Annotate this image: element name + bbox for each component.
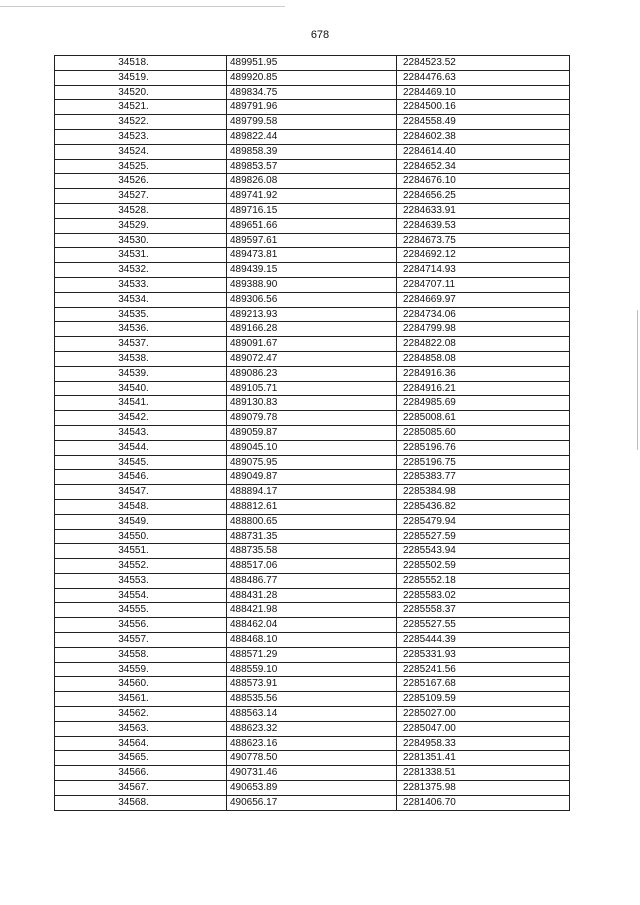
table-row bbox=[55, 277, 570, 292]
x-coordinate-cell: 489439.15 bbox=[227, 263, 397, 278]
point-number-cell: 34545. bbox=[55, 455, 227, 470]
point-number-cell: 34553. bbox=[55, 573, 227, 588]
table-row bbox=[55, 736, 570, 751]
point-number-cell: 34537. bbox=[55, 337, 227, 352]
table-row bbox=[55, 56, 570, 71]
x-coordinate-cell: 488812.61 bbox=[227, 499, 397, 514]
point-number-cell: 34525. bbox=[55, 159, 227, 174]
x-coordinate-cell: 489306.56 bbox=[227, 292, 397, 307]
table-row bbox=[55, 425, 570, 440]
point-number-cell: 34527. bbox=[55, 189, 227, 204]
y-coordinate-cell: 2284669.97 bbox=[397, 292, 570, 307]
x-coordinate-cell: 489072.47 bbox=[227, 351, 397, 366]
point-number-cell: 34521. bbox=[55, 100, 227, 115]
point-number-cell: 34561. bbox=[55, 692, 227, 707]
y-coordinate-cell: 2284558.49 bbox=[397, 115, 570, 130]
y-coordinate-cell: 2285085.60 bbox=[397, 425, 570, 440]
x-coordinate-cell: 488486.77 bbox=[227, 573, 397, 588]
y-coordinate-cell: 2284714.93 bbox=[397, 263, 570, 278]
y-coordinate-cell: 2285167.68 bbox=[397, 677, 570, 692]
x-coordinate-cell: 489858.39 bbox=[227, 144, 397, 159]
table-row bbox=[55, 647, 570, 662]
point-number-cell: 34528. bbox=[55, 203, 227, 218]
point-number-cell: 34566. bbox=[55, 766, 227, 781]
point-number-cell: 34534. bbox=[55, 292, 227, 307]
y-coordinate-cell: 2284676.10 bbox=[397, 174, 570, 189]
y-coordinate-cell: 2285436.82 bbox=[397, 499, 570, 514]
y-coordinate-cell: 2285527.59 bbox=[397, 529, 570, 544]
x-coordinate-cell: 488573.91 bbox=[227, 677, 397, 692]
table-row bbox=[55, 292, 570, 307]
point-number-cell: 34529. bbox=[55, 218, 227, 233]
point-number-cell: 34568. bbox=[55, 795, 227, 810]
y-coordinate-cell: 2285552.18 bbox=[397, 573, 570, 588]
table-row bbox=[55, 514, 570, 529]
table-row bbox=[55, 529, 570, 544]
x-coordinate-cell: 490731.46 bbox=[227, 766, 397, 781]
page-number: 678 bbox=[310, 29, 330, 41]
point-number-cell: 34556. bbox=[55, 618, 227, 633]
y-coordinate-cell: 2284822.08 bbox=[397, 337, 570, 352]
x-coordinate-cell: 488431.28 bbox=[227, 588, 397, 603]
x-coordinate-cell: 488623.16 bbox=[227, 736, 397, 751]
point-number-cell: 34538. bbox=[55, 351, 227, 366]
point-number-cell: 34523. bbox=[55, 129, 227, 144]
x-coordinate-cell: 489822.44 bbox=[227, 129, 397, 144]
y-coordinate-cell: 2285527.55 bbox=[397, 618, 570, 633]
x-coordinate-cell: 488462.04 bbox=[227, 618, 397, 633]
table-row bbox=[55, 307, 570, 322]
table-row bbox=[55, 218, 570, 233]
x-coordinate-cell: 489741.92 bbox=[227, 189, 397, 204]
y-coordinate-cell: 2285331.93 bbox=[397, 647, 570, 662]
y-coordinate-cell: 2284734.06 bbox=[397, 307, 570, 322]
table-row bbox=[55, 411, 570, 426]
y-coordinate-cell: 2284500.16 bbox=[397, 100, 570, 115]
coordinate-table bbox=[54, 55, 570, 811]
x-coordinate-cell: 489651.66 bbox=[227, 218, 397, 233]
table-row bbox=[55, 70, 570, 85]
y-coordinate-cell: 2285109.59 bbox=[397, 692, 570, 707]
x-coordinate-cell: 490778.50 bbox=[227, 751, 397, 766]
point-number-cell: 34555. bbox=[55, 603, 227, 618]
y-coordinate-cell: 2285502.59 bbox=[397, 559, 570, 574]
y-coordinate-cell: 2285583.02 bbox=[397, 588, 570, 603]
table-row bbox=[55, 440, 570, 455]
y-coordinate-cell: 2281406.70 bbox=[397, 795, 570, 810]
point-number-cell: 34531. bbox=[55, 248, 227, 263]
table-row bbox=[55, 470, 570, 485]
y-coordinate-cell: 2285543.94 bbox=[397, 544, 570, 559]
point-number-cell: 34544. bbox=[55, 440, 227, 455]
coordinate-table-body bbox=[55, 56, 570, 811]
x-coordinate-cell: 490653.89 bbox=[227, 781, 397, 796]
y-coordinate-cell: 2284985.69 bbox=[397, 396, 570, 411]
x-coordinate-cell: 489791.96 bbox=[227, 100, 397, 115]
y-coordinate-cell: 2284639.53 bbox=[397, 218, 570, 233]
table-row bbox=[55, 485, 570, 500]
y-coordinate-cell: 2285047.00 bbox=[397, 721, 570, 736]
point-number-cell: 34557. bbox=[55, 633, 227, 648]
x-coordinate-cell: 488559.10 bbox=[227, 662, 397, 677]
point-number-cell: 34541. bbox=[55, 396, 227, 411]
x-coordinate-cell: 489920.85 bbox=[227, 70, 397, 85]
point-number-cell: 34540. bbox=[55, 381, 227, 396]
x-coordinate-cell: 489473.81 bbox=[227, 248, 397, 263]
point-number-cell: 34558. bbox=[55, 647, 227, 662]
x-coordinate-cell: 489079.78 bbox=[227, 411, 397, 426]
table-row bbox=[55, 115, 570, 130]
x-coordinate-cell: 489716.15 bbox=[227, 203, 397, 218]
x-coordinate-cell: 488571.29 bbox=[227, 647, 397, 662]
point-number-cell: 34565. bbox=[55, 751, 227, 766]
y-coordinate-cell: 2284673.75 bbox=[397, 233, 570, 248]
table-row bbox=[55, 144, 570, 159]
x-coordinate-cell: 489130.83 bbox=[227, 396, 397, 411]
point-number-cell: 34549. bbox=[55, 514, 227, 529]
x-coordinate-cell: 488517.06 bbox=[227, 559, 397, 574]
table-row bbox=[55, 189, 570, 204]
table-row bbox=[55, 351, 570, 366]
table-row bbox=[55, 795, 570, 810]
table-row bbox=[55, 721, 570, 736]
y-coordinate-cell: 2284652.34 bbox=[397, 159, 570, 174]
point-number-cell: 34547. bbox=[55, 485, 227, 500]
table-row bbox=[55, 677, 570, 692]
x-coordinate-cell: 488735.58 bbox=[227, 544, 397, 559]
y-coordinate-cell: 2285384.98 bbox=[397, 485, 570, 500]
x-coordinate-cell: 490656.17 bbox=[227, 795, 397, 810]
x-coordinate-cell: 489059.87 bbox=[227, 425, 397, 440]
point-number-cell: 34536. bbox=[55, 322, 227, 337]
point-number-cell: 34520. bbox=[55, 85, 227, 100]
table-row bbox=[55, 85, 570, 100]
x-coordinate-cell: 488421.98 bbox=[227, 603, 397, 618]
point-number-cell: 34535. bbox=[55, 307, 227, 322]
point-number-cell: 34519. bbox=[55, 70, 227, 85]
table-row bbox=[55, 618, 570, 633]
table-row bbox=[55, 633, 570, 648]
x-coordinate-cell: 488563.14 bbox=[227, 707, 397, 722]
x-coordinate-cell: 488731.35 bbox=[227, 529, 397, 544]
x-coordinate-cell: 489166.28 bbox=[227, 322, 397, 337]
point-number-cell: 34550. bbox=[55, 529, 227, 544]
table-row bbox=[55, 588, 570, 603]
x-coordinate-cell: 489799.58 bbox=[227, 115, 397, 130]
y-coordinate-cell: 2285383.77 bbox=[397, 470, 570, 485]
point-number-cell: 34518. bbox=[55, 56, 227, 71]
table-row bbox=[55, 381, 570, 396]
y-coordinate-cell: 2285241.56 bbox=[397, 662, 570, 677]
y-coordinate-cell: 2284799.98 bbox=[397, 322, 570, 337]
point-number-cell: 34562. bbox=[55, 707, 227, 722]
x-coordinate-cell: 488535.56 bbox=[227, 692, 397, 707]
coordinate-table-container bbox=[54, 55, 569, 811]
table-row bbox=[55, 544, 570, 559]
table-row bbox=[55, 248, 570, 263]
point-number-cell: 34524. bbox=[55, 144, 227, 159]
table-row bbox=[55, 322, 570, 337]
table-row bbox=[55, 603, 570, 618]
x-coordinate-cell: 488468.10 bbox=[227, 633, 397, 648]
y-coordinate-cell: 2284633.91 bbox=[397, 203, 570, 218]
scan-edge-line bbox=[0, 6, 285, 7]
table-row bbox=[55, 751, 570, 766]
y-coordinate-cell: 2284916.21 bbox=[397, 381, 570, 396]
point-number-cell: 34526. bbox=[55, 174, 227, 189]
y-coordinate-cell: 2284614.40 bbox=[397, 144, 570, 159]
table-row bbox=[55, 499, 570, 514]
point-number-cell: 34567. bbox=[55, 781, 227, 796]
table-row bbox=[55, 174, 570, 189]
point-number-cell: 34551. bbox=[55, 544, 227, 559]
x-coordinate-cell: 489853.57 bbox=[227, 159, 397, 174]
point-number-cell: 34546. bbox=[55, 470, 227, 485]
table-row bbox=[55, 100, 570, 115]
y-coordinate-cell: 2284692.12 bbox=[397, 248, 570, 263]
y-coordinate-cell: 2284656.25 bbox=[397, 189, 570, 204]
point-number-cell: 34543. bbox=[55, 425, 227, 440]
y-coordinate-cell: 2285558.37 bbox=[397, 603, 570, 618]
x-coordinate-cell: 489086.23 bbox=[227, 366, 397, 381]
scan-margin-mark bbox=[637, 310, 638, 450]
y-coordinate-cell: 2284858.08 bbox=[397, 351, 570, 366]
x-coordinate-cell: 489834.75 bbox=[227, 85, 397, 100]
table-row bbox=[55, 781, 570, 796]
y-coordinate-cell: 2281351.41 bbox=[397, 751, 570, 766]
point-number-cell: 34552. bbox=[55, 559, 227, 574]
table-row bbox=[55, 233, 570, 248]
y-coordinate-cell: 2284469.10 bbox=[397, 85, 570, 100]
table-row bbox=[55, 692, 570, 707]
point-number-cell: 34554. bbox=[55, 588, 227, 603]
point-number-cell: 34532. bbox=[55, 263, 227, 278]
y-coordinate-cell: 2284916.36 bbox=[397, 366, 570, 381]
x-coordinate-cell: 489091.67 bbox=[227, 337, 397, 352]
point-number-cell: 34560. bbox=[55, 677, 227, 692]
y-coordinate-cell: 2281375.98 bbox=[397, 781, 570, 796]
point-number-cell: 34564. bbox=[55, 736, 227, 751]
table-row bbox=[55, 766, 570, 781]
x-coordinate-cell: 488623.32 bbox=[227, 721, 397, 736]
table-row bbox=[55, 159, 570, 174]
y-coordinate-cell: 2284523.52 bbox=[397, 56, 570, 71]
y-coordinate-cell: 2284958.33 bbox=[397, 736, 570, 751]
y-coordinate-cell: 2285027.00 bbox=[397, 707, 570, 722]
table-row bbox=[55, 203, 570, 218]
x-coordinate-cell: 489049.87 bbox=[227, 470, 397, 485]
y-coordinate-cell: 2284602.38 bbox=[397, 129, 570, 144]
y-coordinate-cell: 2281338.51 bbox=[397, 766, 570, 781]
x-coordinate-cell: 489388.90 bbox=[227, 277, 397, 292]
table-row bbox=[55, 707, 570, 722]
x-coordinate-cell: 489826.08 bbox=[227, 174, 397, 189]
point-number-cell: 34533. bbox=[55, 277, 227, 292]
table-row bbox=[55, 455, 570, 470]
y-coordinate-cell: 2285479.94 bbox=[397, 514, 570, 529]
point-number-cell: 34563. bbox=[55, 721, 227, 736]
point-number-cell: 34548. bbox=[55, 499, 227, 514]
x-coordinate-cell: 489951.95 bbox=[227, 56, 397, 71]
x-coordinate-cell: 489105.71 bbox=[227, 381, 397, 396]
x-coordinate-cell: 488800.65 bbox=[227, 514, 397, 529]
x-coordinate-cell: 489213.93 bbox=[227, 307, 397, 322]
y-coordinate-cell: 2284476.63 bbox=[397, 70, 570, 85]
y-coordinate-cell: 2285444.39 bbox=[397, 633, 570, 648]
y-coordinate-cell: 2285196.76 bbox=[397, 440, 570, 455]
y-coordinate-cell: 2284707.11 bbox=[397, 277, 570, 292]
point-number-cell: 34522. bbox=[55, 115, 227, 130]
point-number-cell: 34539. bbox=[55, 366, 227, 381]
y-coordinate-cell: 2285196.75 bbox=[397, 455, 570, 470]
point-number-cell: 34530. bbox=[55, 233, 227, 248]
point-number-cell: 34559. bbox=[55, 662, 227, 677]
x-coordinate-cell: 489045.10 bbox=[227, 440, 397, 455]
x-coordinate-cell: 488894.17 bbox=[227, 485, 397, 500]
table-row bbox=[55, 662, 570, 677]
table-row bbox=[55, 559, 570, 574]
table-row bbox=[55, 129, 570, 144]
table-row bbox=[55, 337, 570, 352]
table-row bbox=[55, 263, 570, 278]
table-row bbox=[55, 366, 570, 381]
table-row bbox=[55, 396, 570, 411]
x-coordinate-cell: 489075.95 bbox=[227, 455, 397, 470]
y-coordinate-cell: 2285008.61 bbox=[397, 411, 570, 426]
x-coordinate-cell: 489597.61 bbox=[227, 233, 397, 248]
point-number-cell: 34542. bbox=[55, 411, 227, 426]
table-row bbox=[55, 573, 570, 588]
